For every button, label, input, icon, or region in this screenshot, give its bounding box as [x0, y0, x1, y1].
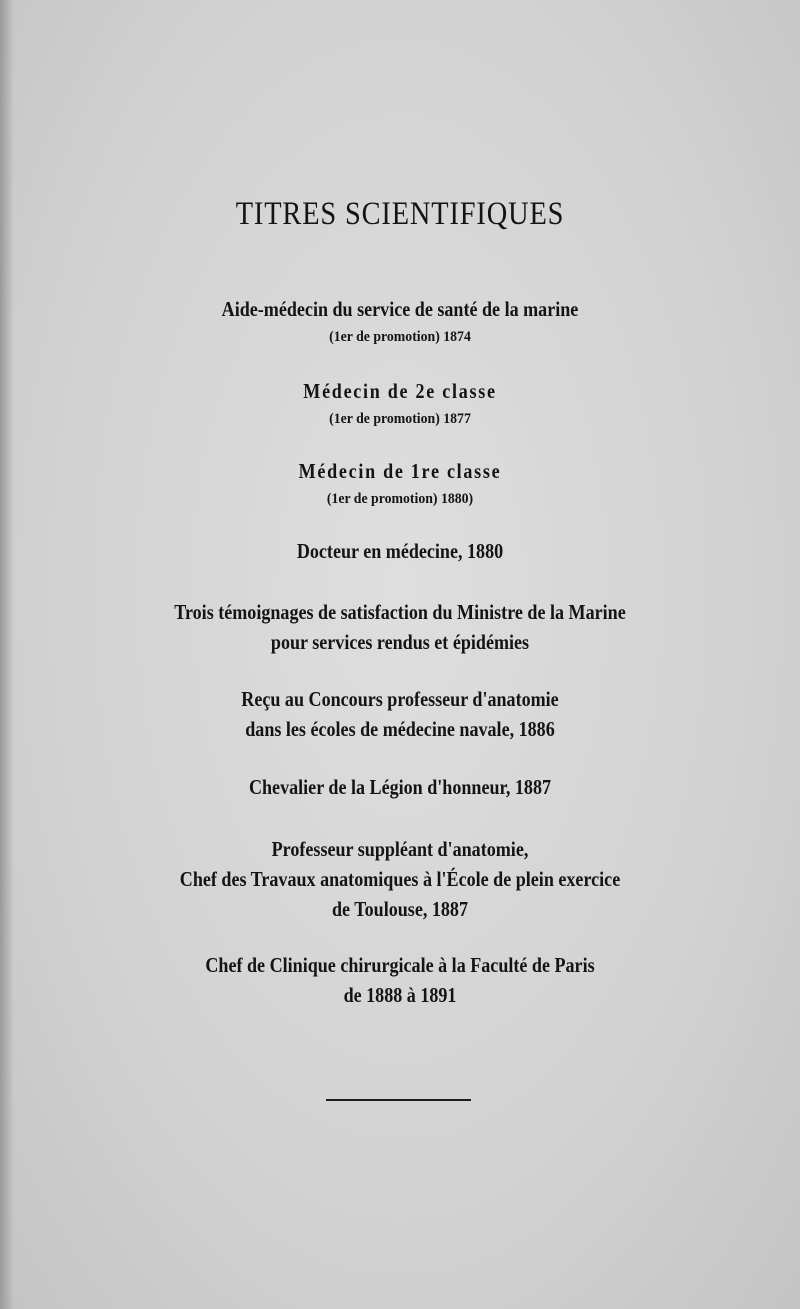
section-divider — [326, 1099, 471, 1101]
entry-medecin-2e-classe — [0, 376, 800, 432]
entry-detail: (1er de promotion) 1874 — [329, 329, 471, 345]
entry-text: Médecin de 1re classe — [298, 459, 502, 483]
entry-text-line2: de 1888 à 1891 — [343, 983, 457, 1007]
entry-text-line3: de Toulouse, 1887 — [331, 897, 468, 921]
entry-text: Professeur suppléant d'anatomie, — [271, 837, 529, 861]
entry-text: Docteur en médecine, 1880 — [296, 539, 504, 563]
entry-docteur — [0, 536, 800, 566]
entry-text: Médecin de 2e classe — [303, 379, 497, 403]
entry-temoignages — [0, 597, 800, 657]
entry-text: Trois témoignages de satisfaction du Ministre de la Marine — [174, 600, 626, 624]
entry-text-line2: dans les écoles de médecine navale, 1886 — [245, 717, 555, 741]
entry-text: Chevalier de la Légion d'honneur, 1887 — [248, 775, 552, 799]
entry-professeur-suppleant — [0, 834, 800, 924]
page-title: TITRES SCIENTIFIQUES — [235, 196, 565, 232]
entry-legion-honneur — [0, 772, 800, 802]
entry-concours — [0, 684, 800, 744]
entry-medecin-1re-classe — [0, 456, 800, 512]
entry-aide-medecin — [0, 294, 800, 350]
entry-text: Chef de Clinique chirurgicale à la Faculté de Paris — [205, 953, 595, 977]
entry-text: Aide-médecin du service de santé de la marine — [221, 297, 579, 321]
entry-text: Reçu au Concours professeur d'anatomie — [241, 687, 559, 711]
entry-detail: (1er de promotion) 1880) — [326, 491, 474, 507]
entry-detail: (1er de promotion) 1877 — [329, 411, 471, 427]
entry-text-line2: Chef des Travaux anatomiques à l'École de plein exercice — [179, 867, 621, 891]
entry-text-line2: pour services rendus et épidémies — [270, 630, 530, 654]
entry-chef-clinique — [0, 950, 800, 1010]
